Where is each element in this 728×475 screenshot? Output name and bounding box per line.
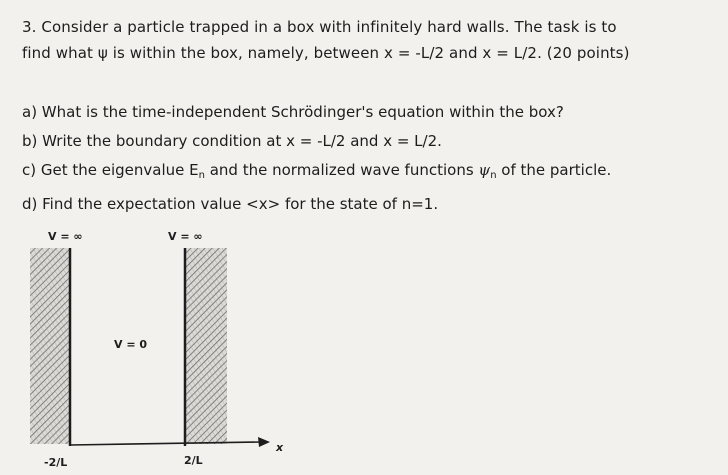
left-wall — [30, 248, 70, 446]
problem-parts — [22, 98, 722, 219]
problem-line-1: 3. Consider a particle trapped in a box with infinitely hard walls. The task is to — [22, 18, 617, 36]
x-axis — [70, 437, 270, 447]
part-c-prefix: c) Get the eigenvalue E — [22, 161, 199, 179]
part-c-psi-subscript: n — [490, 170, 497, 181]
part-c-middle: and the normalized wave functions — [204, 161, 479, 179]
part-c — [22, 156, 722, 190]
right-wall — [185, 248, 227, 446]
part-d: d) Find the expectation value <x> for the state of n=1. — [22, 195, 439, 213]
part-c-psi: ψ — [478, 161, 491, 179]
x-axis-label: x — [276, 441, 284, 454]
part-c-suffix: of the particle. — [496, 161, 612, 179]
right-potential-label: V = ∞ — [168, 230, 203, 243]
right-position-label: 2/L — [184, 454, 203, 467]
inside-potential-label: V = 0 — [114, 338, 148, 351]
left-potential-label: V = ∞ — [48, 230, 83, 243]
part-b: b) Write the boundary condition at x = -L/2 and x = L/2. — [22, 132, 442, 150]
problem-line-2: find what ψ is within the box, namely, between x = -L/2 and x = L/2. (20 points) — [22, 44, 630, 62]
left-position-label: -2/L — [44, 456, 68, 469]
part-c-energy-subscript: n — [198, 170, 205, 181]
part-a: a) What is the time-independent Schrödinger's equation within the box? — [22, 103, 564, 121]
problem-statement — [22, 14, 722, 66]
